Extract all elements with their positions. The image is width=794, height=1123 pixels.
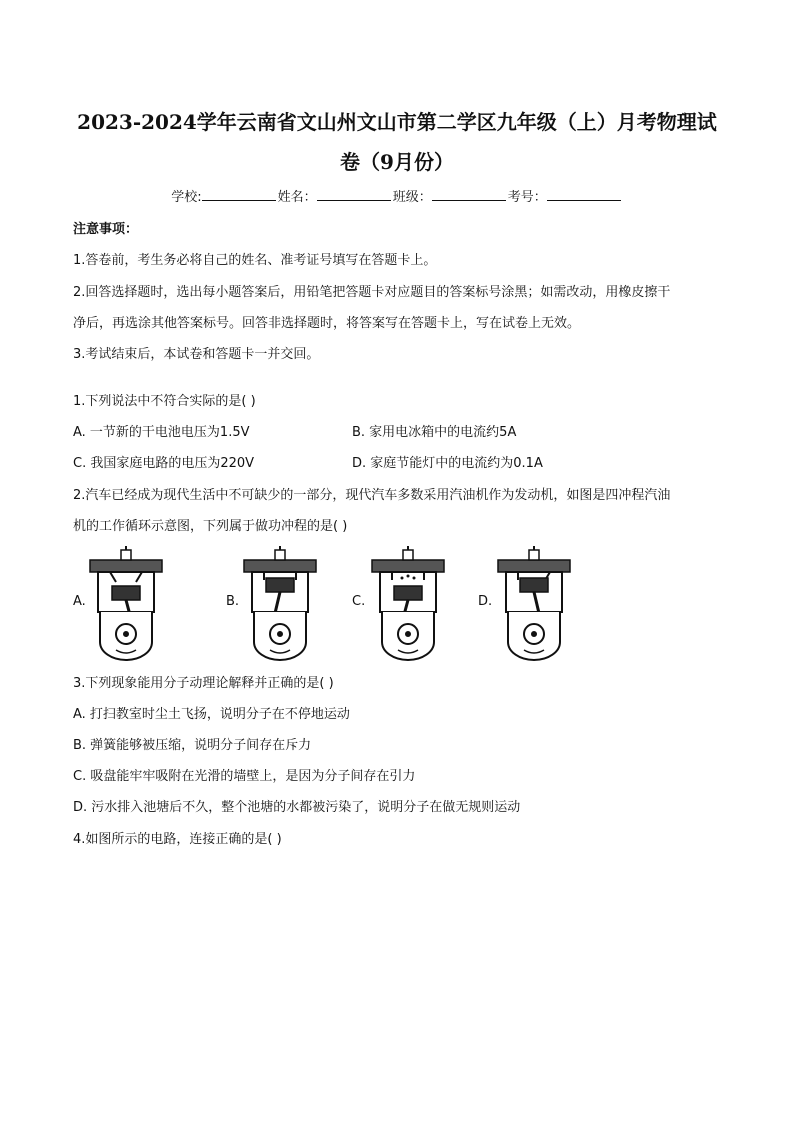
- q2-option-a-label: A.: [73, 594, 86, 609]
- q1-option-d: D. 家庭节能灯中的电流约为0.1A: [352, 456, 543, 471]
- exam-title-line1: 2023-2024学年云南省文山州文山市第二学区九年级（上）月考物理试: [77, 110, 717, 134]
- name-blank: [317, 188, 391, 201]
- notice-item-3: 3.考试结束后，本试卷和答题卡一并交回。: [73, 347, 320, 362]
- q2-stem-line2: 机的工作循环示意图，下列属于做功冲程的是( ): [73, 519, 348, 534]
- student-info-row: [0, 186, 794, 205]
- q3-option-d: D. 污水排入池塘后不久，整个池塘的水都被污染了，说明分子在做无规则运动: [73, 800, 521, 815]
- q2-option-c-label: C.: [352, 594, 366, 609]
- engine-diagram-a: [88, 546, 164, 662]
- exam-title-line2: 卷（9月份）: [340, 150, 454, 174]
- q3-option-b: B. 弹簧能够被压缩，说明分子间存在斥力: [73, 738, 312, 753]
- q1-stem: 1.下列说法中不符合实际的是( ): [73, 394, 256, 409]
- notice-item-1: 1.答卷前，考生务必将自己的姓名、准考证号填写在答题卡上。: [73, 253, 437, 268]
- q3-stem: 3.下列现象能用分子动理论解释并正确的是( ): [73, 676, 334, 691]
- engine-diagram-b: [242, 546, 318, 662]
- notice-item-2: 2.回答选择题时，选出每小题答案后，用铅笔把答题卡对应题目的答案标号涂黑；如需改动，用橡皮擦干: [73, 285, 671, 300]
- q1-option-c: C. 我国家庭电路的电压为220V: [73, 456, 255, 471]
- notice-item-2-cont: 净后，再选涂其他答案标号。回答非选择题时，将答案写在答题卡上，写在试卷上无效。: [73, 316, 581, 331]
- q2-stem-line1: 2.汽车已经成为现代生活中不可缺少的一部分，现代汽车多数采用汽油机作为发动机，如图是四冲程汽油: [73, 488, 671, 503]
- number-label: 考号：: [507, 190, 547, 205]
- school-label: 学校:: [171, 190, 202, 205]
- q3-option-a: A. 打扫教室时尘土飞扬，说明分子在不停地运动: [73, 707, 350, 722]
- engine-diagram-c: [370, 546, 446, 662]
- class-label: 班级：: [392, 190, 432, 205]
- q2-option-d-label: D.: [478, 594, 493, 609]
- q1-option-a: A. 一节新的干电池电压为1.5V: [73, 425, 250, 440]
- school-blank: [202, 188, 276, 201]
- q1-option-b: B. 家用电冰箱中的电流约5A: [352, 425, 517, 440]
- number-blank: [547, 188, 621, 201]
- name-label: 姓名：: [277, 190, 317, 205]
- q2-option-b-label: B.: [226, 594, 240, 609]
- class-blank: [432, 188, 506, 201]
- engine-diagram-d: [496, 546, 572, 662]
- q4-stem: 4.如图所示的电路，连接正确的是( ): [73, 832, 282, 847]
- q3-option-c: C. 吸盘能牢牢吸附在光滑的墙壁上，是因为分子间存在引力: [73, 769, 416, 784]
- notice-heading: 注意事项：: [73, 222, 139, 237]
